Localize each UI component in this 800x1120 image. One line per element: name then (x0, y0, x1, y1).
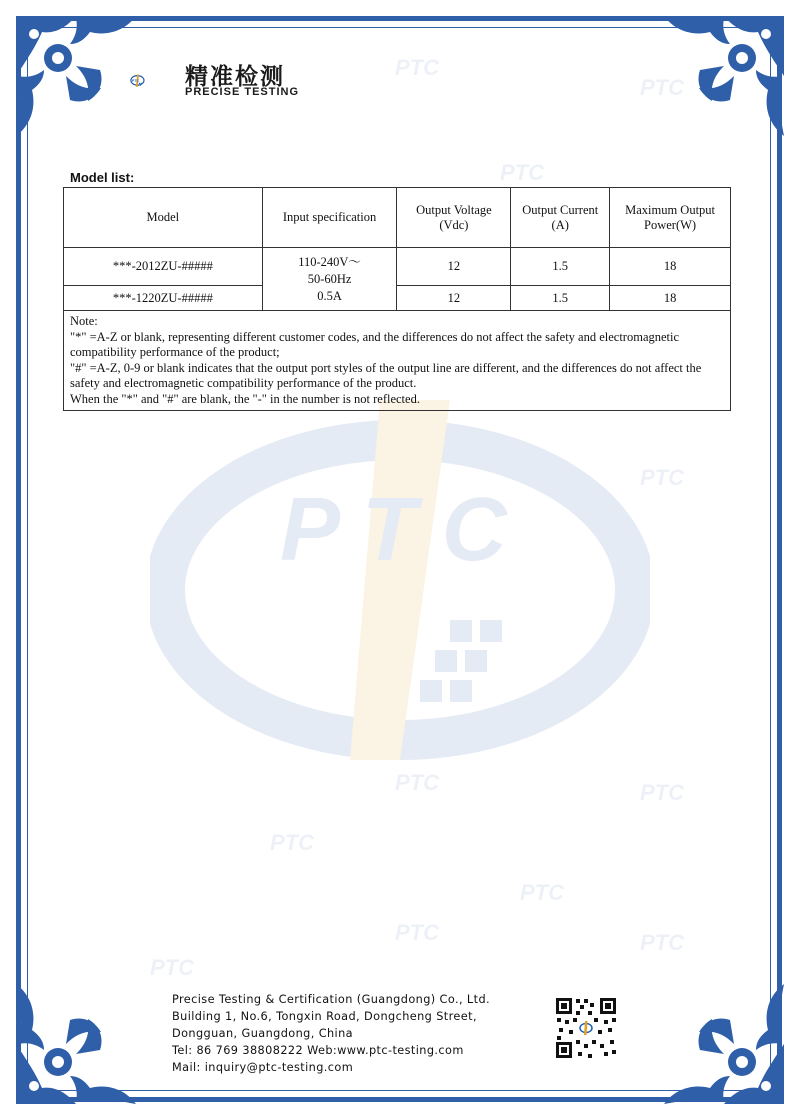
company-email-line[interactable]: Mail: inquiry@ptc-testing.com (172, 1061, 354, 1074)
watermark-small-text: PTC (500, 160, 544, 185)
watermark-small-text: PTC (395, 770, 439, 795)
company-name: Precise Testing & Certification (Guangdong) Co., Ltd. (172, 993, 491, 1006)
input-spec-cell (262, 248, 397, 311)
voltage-cell: 12 (397, 286, 511, 311)
ptc-watermark-logo (150, 390, 650, 770)
table-row (64, 286, 731, 311)
qr-code-icon[interactable] (554, 996, 618, 1060)
corner-ornament-icon (6, 964, 156, 1114)
model-cell: ***-2012ZU-##### (64, 248, 263, 286)
voltage-cell: 12 (397, 248, 511, 286)
ptc-logo-icon (130, 58, 185, 103)
watermark-small-text: PTC (640, 75, 684, 100)
model-cell: ***-1220ZU-##### (64, 286, 263, 311)
power-cell: 18 (610, 286, 731, 311)
logo-english-name: PRECISE TESTING (185, 86, 300, 98)
watermark-small-text: PTC (520, 880, 564, 905)
table-header-row (64, 188, 731, 248)
model-list-title: Model list: (70, 170, 135, 185)
table-row (64, 248, 731, 286)
input-spec-line: 110-240V～ (298, 254, 361, 269)
note-line: Note: (70, 314, 98, 328)
watermark-small-text: PTC (270, 830, 314, 855)
company-address-line: Dongguan, Guangdong, China (172, 1027, 353, 1040)
note-cell (64, 311, 731, 411)
watermark-small-text: PTC (150, 955, 194, 980)
company-address-line: Building 1, No.6, Tongxin Road, Dongcheng Street, (172, 1010, 477, 1023)
note-row (64, 311, 731, 411)
note-line: "*" =A-Z or blank, representing different customer codes, and the differences do not affect the safety and electromagnetic compatibility performance of the product; (70, 329, 680, 359)
model-table (63, 187, 731, 411)
column-header: Output Current (A) (511, 188, 610, 248)
column-header: Output Voltage (Vdc) (397, 188, 511, 248)
watermark-small-text: PTC (640, 780, 684, 805)
column-header: Maximum Output Power(W) (610, 188, 731, 248)
current-cell: 1.5 (511, 286, 610, 311)
watermark-small-text: PTC (640, 930, 684, 955)
note-line: When the "*" and "#" are blank, the "-" in the number is not reflected. (70, 391, 420, 406)
watermark-small-text: PTC (640, 465, 684, 490)
corner-ornament-icon (644, 964, 794, 1114)
column-header: Input specification (262, 188, 397, 248)
company-footer (172, 991, 490, 1076)
power-cell: 18 (610, 248, 731, 286)
current-cell: 1.5 (511, 248, 610, 286)
watermark-small-text: PTC (395, 920, 439, 945)
company-contact-line[interactable]: Tel: 86 769 38808222 Web:www.ptc-testing.com (172, 1044, 464, 1057)
input-spec-line: 0.5A (317, 288, 342, 303)
note-line: "#" =A-Z, 0-9 or blank indicates that the output port styles of the output line are different, and the differences do not affect the safety and electromagnetic compatibility performance of the product. (70, 360, 702, 390)
logo-badge-text: PTC (131, 78, 139, 83)
column-header: Model (64, 188, 263, 248)
watermark-small-text: PTC (395, 55, 439, 80)
input-spec-line: 50-60Hz (307, 271, 352, 286)
watermark-text: P T C (280, 480, 507, 580)
logo-chinese-name: 精准检测 (185, 64, 285, 90)
